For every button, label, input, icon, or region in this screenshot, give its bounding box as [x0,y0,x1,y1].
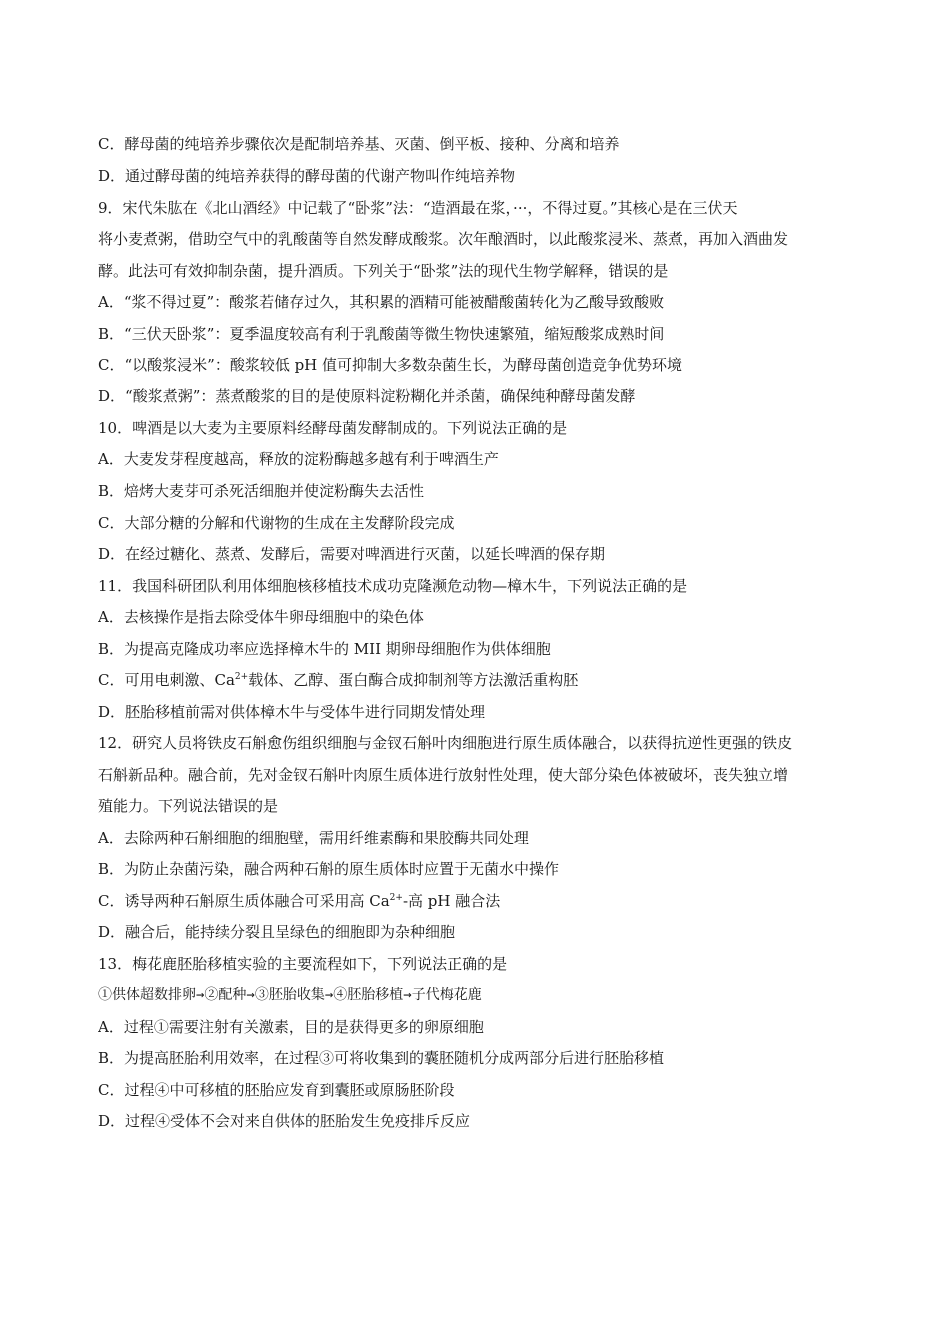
q13-stem: 13．梅花鹿胚胎移植实验的主要流程如下，下列说法正确的是 [98,955,508,973]
q13-option-d: D．过程④受体不会对来自供体的胚胎发生免疫排斥反应 [98,1112,471,1130]
q11-option-d: D．胚胎移植前需对供体樟木牛与受体牛进行同期发情处理 [98,703,486,721]
q12-option-a: A．去除两种石斛细胞的细胞壁，需用纤维素酶和果胶酶共同处理 [98,829,529,847]
q11-option-b: B．为提高克隆成功率应选择樟木牛的 MII 期卵母细胞作为供体细胞 [98,640,551,658]
q9-option-b: B．“三伏天卧浆”：夏季温度较高有利于乳酸菌等微生物快速繁殖，缩短酸浆成熟时间 [98,325,665,343]
q10-option-c: C．大部分糖的分解和代谢物的生成在主发酵阶段完成 [98,514,455,532]
q12-stem-line-2: 石斛新品种。融合前，先对金钗石斛叶肉原生质体进行放射性处理，使大部分染色体被破坏，丧失独立增 [98,766,789,784]
q9-option-a: A．“浆不得过夏”：酸浆若储存过久，其积累的酒精可能被醋酸菌转化为乙酸导致酸败 [98,293,665,311]
q13-option-c: C．过程④中可移植的胚胎应发育到囊胚或原肠胚阶段 [98,1081,455,1099]
q12-option-b: B．为防止杂菌污染，融合两种石斛的原生质体时应置于无菌水中操作 [98,860,560,878]
q12-option-d: D．融合后，能持续分裂且呈绿色的细胞即为杂种细胞 [98,923,456,941]
q13-option-a: A．过程①需要注射有关激素，目的是获得更多的卵原细胞 [98,1018,484,1036]
q11-option-c: C．可用电刺激、$Ca^{2+}$载体、乙醇、蛋白酶合成抑制剂等方法激活重构胚 [98,671,579,689]
q9-option-c: C．“以酸浆浸米”：酸浆较低 pH 值可抑制大多数杂菌生长，为酵母菌创造竞争优势环境 [98,356,683,374]
q10-option-b: B．焙烤大麦芽可杀死活细胞并使淀粉酶失去活性 [98,482,425,500]
q12-stem-line-3: 殖能力。下列说法错误的是 [98,797,279,815]
q13-flow-diagram: ①供体超数排卵→②配种→③胚胎收集→④胚胎移植→子代梅花鹿 [98,987,482,1003]
q9-stem-line-3: 酵。此法可有效抑制杂菌，提升酒质。下列关于“卧浆”法的现代生物学解释，错误的是 [98,262,669,280]
q9-stem-line-1: 9．宋代朱肱在《北山酒经》中记载了“卧浆”法：“造酒最在浆，···，不得过夏。”其核心是在三伏天 [98,199,738,217]
q12-stem-line-1: 12．研究人员将铁皮石斛愈伤组织细胞与金钗石斛叶肉细胞进行原生质体融合，以获得抗逆性更强的铁皮 [98,734,793,752]
superscript-charge: 2+ [234,672,249,682]
q9-option-d: D．“酸浆煮粥”：蒸煮酸浆的目的是使原料淀粉糊化并杀菌，确保纯种酵母菌发酵 [98,387,636,405]
q8-option-c: C．酵母菌的纯培养步骤依次是配制培养基、灭菌、倒平板、接种、分离和培养 [98,135,620,153]
q10-option-a: A．大麦发芽程度越高，释放的淀粉酶越多越有利于啤酒生产 [98,450,499,468]
superscript-charge: 2+ [389,893,403,903]
q12-option-c: C．诱导两种石斛原生质体融合可采用高 $Ca^{2+}-$高 pH 融合法 [98,892,501,910]
q11-stem: 11．我国科研团队利用体细胞核移植技术成功克隆濒危动物—樟木牛，下列说法正确的是 [98,577,688,595]
q9-stem-line-2: 将小麦煮粥，借助空气中的乳酸菌等自然发酵成酸浆。次年酿酒时，以此酸浆浸米、蒸煮，再加入酒曲发 [98,230,789,248]
q10-option-d: D．在经过糖化、蒸煮、发酵后，需要对啤酒进行灭菌，以延长啤酒的保存期 [98,545,606,563]
q10-stem: 10．啤酒是以大麦为主要原料经酵母菌发酵制成的。下列说法正确的是 [98,419,568,437]
q11-option-a: A．去核操作是指去除受体牛卵母细胞中的染色体 [98,608,424,626]
q13-option-b: B．为提高胚胎利用效率，在过程③可将收集到的囊胚随机分成两部分后进行胚胎移植 [98,1049,665,1067]
q8-option-d: D．通过酵母菌的纯培养获得的酵母菌的代谢产物叫作纯培养物 [98,167,516,185]
